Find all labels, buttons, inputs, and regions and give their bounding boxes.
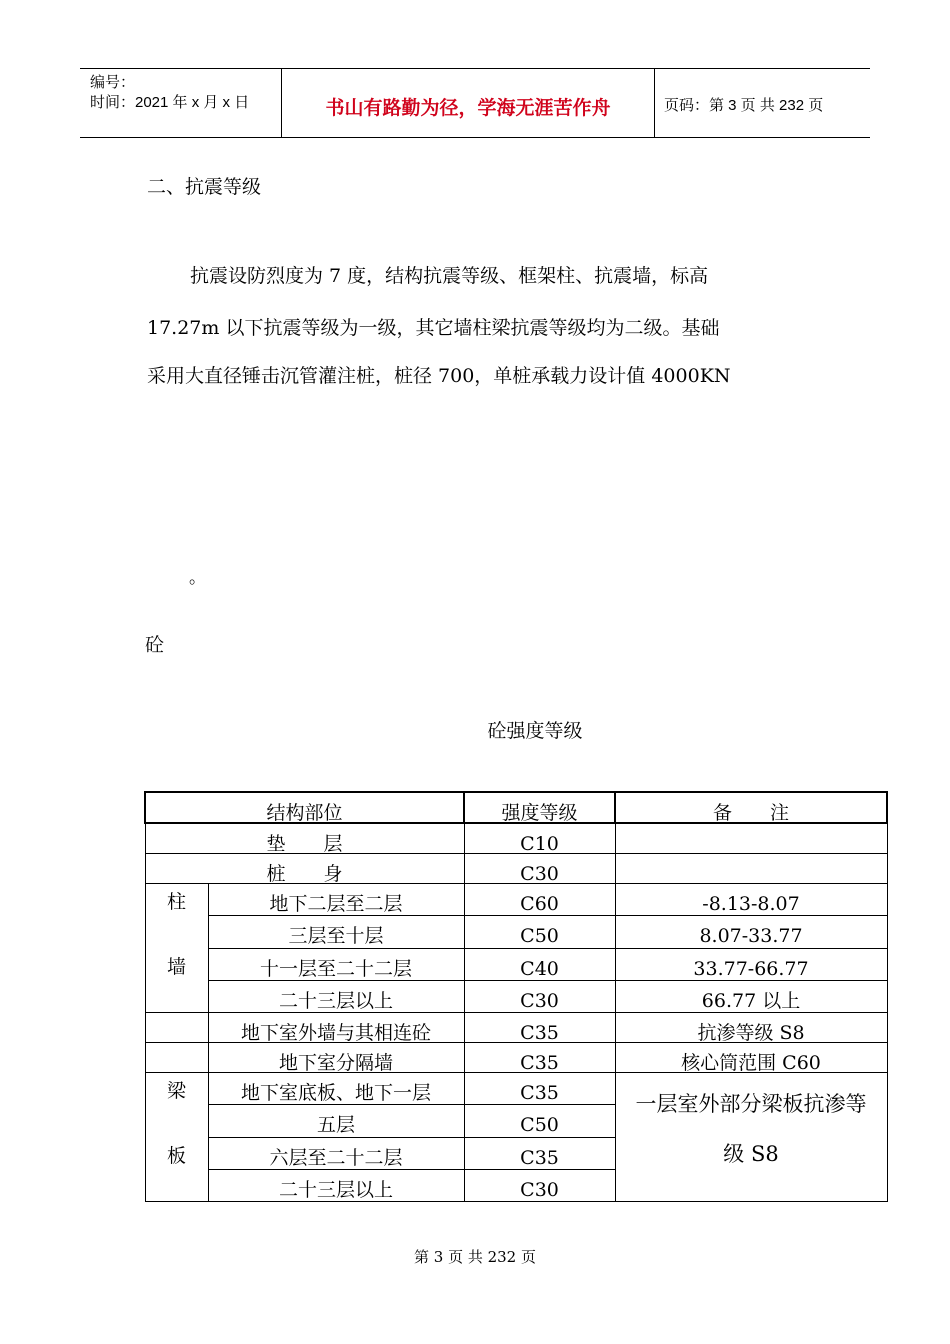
- note-cell: [615, 823, 887, 854]
- grade-cell: C30: [464, 854, 615, 884]
- page-header: [80, 68, 870, 138]
- table-row: [145, 1013, 887, 1043]
- grade-cell: C50: [464, 1105, 615, 1137]
- grade-cell: C50: [464, 916, 615, 948]
- part-cell: 地下室底板、地下一层: [208, 1073, 464, 1105]
- grade-cell: C35: [464, 1013, 615, 1043]
- group-cell-empty: [145, 1043, 208, 1073]
- part-cell: 桩 身: [145, 854, 464, 884]
- table-row: [145, 1073, 887, 1105]
- stray-mark: 。: [189, 568, 206, 588]
- note-cell: -8.13-8.07: [615, 884, 887, 916]
- page-footer: 第 3 页 共 232 页: [413, 1248, 536, 1266]
- header-cell: 结构部位: [145, 792, 464, 823]
- note-cell: 抗渗等级 S8: [615, 1013, 887, 1043]
- stray-char: 砼: [145, 634, 165, 656]
- table-row: [145, 884, 887, 916]
- header-meta: [90, 73, 249, 113]
- part-cell: 地下二层至二层: [208, 884, 464, 916]
- table-row: [145, 1043, 887, 1073]
- table-row: [145, 948, 887, 980]
- part-cell: 三层至十层: [208, 916, 464, 948]
- header-cell: 备 注: [615, 792, 887, 823]
- group-cell-column-wall: 柱 墙: [145, 884, 208, 1013]
- part-cell: 地下室外墙与其相连砼: [208, 1013, 464, 1043]
- note-cell: 33.77-66.77: [615, 948, 887, 980]
- header-divider: [654, 69, 655, 137]
- table-row: [145, 854, 887, 884]
- table-row: [145, 916, 887, 948]
- grade-cell: C10: [464, 823, 615, 854]
- header-motto: 书山有路勤为径，学海无涯苦作舟: [325, 97, 611, 119]
- group-cell-beam-slab: 梁 板: [145, 1073, 208, 1202]
- table-header-row: [145, 792, 887, 823]
- note-cell: [615, 854, 887, 884]
- concrete-grade-table: [144, 791, 888, 1202]
- grade-cell: C30: [464, 1169, 615, 1201]
- header-number: 编号：: [90, 74, 136, 91]
- part-cell: 二十三层以上: [208, 980, 464, 1012]
- part-cell: 垫 层: [145, 823, 464, 854]
- part-cell: 二十三层以上: [208, 1169, 464, 1201]
- note-cell: 66.77 以上: [615, 980, 887, 1012]
- grade-cell: C40: [464, 948, 615, 980]
- table-row: [145, 980, 887, 1012]
- part-cell: 地下室分隔墙: [208, 1043, 464, 1073]
- header-time: 时间：2021 年 x 月 x 日: [90, 94, 250, 111]
- part-cell: 五层: [208, 1105, 464, 1137]
- table-caption: 砼强度等级: [487, 720, 583, 742]
- grade-cell: C30: [464, 980, 615, 1012]
- table-row: [145, 823, 887, 854]
- note-cell: 核心筒范围 C60: [615, 1043, 887, 1073]
- grade-cell: C60: [464, 884, 615, 916]
- section-heading: 二、抗震等级: [147, 176, 262, 198]
- note-cell: 8.07-33.77: [615, 916, 887, 948]
- part-cell: 六层至二十二层: [208, 1137, 464, 1169]
- grade-cell: C35: [464, 1137, 615, 1169]
- group-cell-empty: [145, 1013, 208, 1043]
- paragraph-line: 抗震设防烈度为 7 度，结构抗震等级、框架柱、抗震墙，标高: [190, 265, 709, 287]
- grade-cell: C35: [464, 1043, 615, 1073]
- header-cell: 强度等级: [464, 792, 615, 823]
- header-page-number: 页码：第 3 页 共 232 页: [664, 97, 824, 114]
- slab-note-cell: 一层室外部分梁板抗渗等级 S8: [615, 1073, 887, 1202]
- grade-cell: C35: [464, 1073, 615, 1105]
- paragraph-line: 17.27m 以下抗震等级为一级，其它墙柱梁抗震等级均为二级。基础: [147, 317, 720, 339]
- part-cell: 十一层至二十二层: [208, 948, 464, 980]
- paragraph-line: 采用大直径锤击沉管灌注桩，桩径 700，单桩承载力设计值 4000KN: [147, 365, 731, 387]
